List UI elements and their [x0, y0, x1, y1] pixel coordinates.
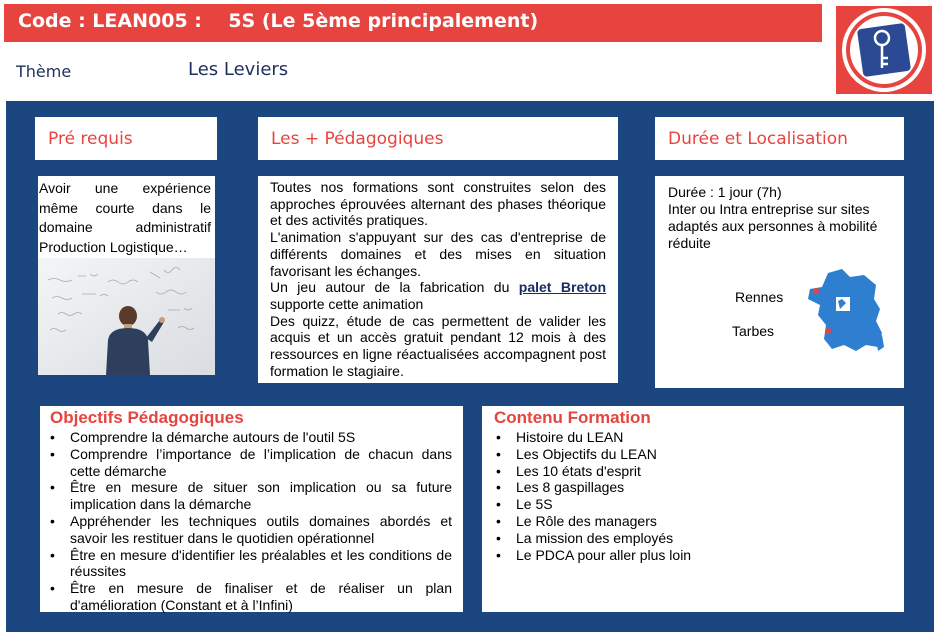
pedagogiques-text-segment: supporte cette animation: [270, 295, 424, 312]
list-item: • Le PDCA pour aller plus loin: [494, 547, 894, 564]
duree-title: Durée et Localisation: [668, 129, 848, 149]
pedagogiques-title: Les + Pédagogiques: [271, 129, 444, 149]
pedagogiques-paragraph: Toutes nos formations sont construites selon des approches éprouvées alternant des phases théorique et des activités pratiques.: [270, 179, 606, 229]
header-bar: [4, 4, 822, 42]
france-map-icon: [806, 265, 884, 355]
list-item: • La mission des employés: [494, 530, 894, 547]
list-item: • Les 8 gaspillages: [494, 479, 894, 496]
list-item: • Les 10 états d'esprit: [494, 463, 894, 480]
list-item: • Comprendre la démarche autours de l'outil 5S: [48, 429, 452, 446]
list-item: • Les Objectifs du LEAN: [494, 446, 894, 463]
pedagogiques-text-segment: Un jeu autour de la fabrication du: [270, 279, 519, 296]
whiteboard-person-image: [38, 258, 215, 375]
prerequis-text: Avoir une expérience même courte dans le domaine administratif Production Logistique…: [39, 180, 211, 255]
list-item: • Le 5S: [494, 496, 894, 513]
city-tarbes: Tarbes: [732, 323, 775, 339]
list-item: • Le Rôle des managers: [494, 513, 894, 530]
contenu-list: [494, 429, 894, 563]
pedagogiques-paragraph: [270, 279, 606, 312]
objectifs-title: Objectifs Pédagogiques: [50, 408, 244, 427]
list-item: • Histoire du LEAN: [494, 429, 894, 446]
pedagogiques-text: [270, 179, 606, 379]
contenu-title: Contenu Formation: [494, 408, 651, 427]
pedagogiques-paragraph: L'animation s'appuyant sur des cas d'entreprise de différents domaines et des mises en situation favorisant les échanges.: [270, 229, 606, 279]
list-item: • Appréhender les techniques outils domaines abordés et savoir les restituer dans le quotidien opérationnel: [48, 513, 452, 547]
theme-value: Les Leviers: [188, 59, 289, 80]
page-title: Code : LEAN005 : 5S (Le 5ème principalement): [18, 10, 539, 32]
list-item: • Comprendre l’importance de l’implication de chacun dans cette démarche: [48, 446, 452, 480]
list-item: • Être en mesure d'identifier les préalables et les conditions de réussites: [48, 547, 452, 581]
palet-breton-link[interactable]: palet Breton: [518, 279, 606, 296]
list-item: • Être en mesure de finaliser et de réaliser un plan d'amélioration (Constant et à l’Infini): [48, 580, 452, 614]
duree-text: [668, 184, 898, 252]
duration-text: Durée : 1 jour (7h): [668, 184, 782, 200]
key-icon: [832, 4, 936, 96]
city-rennes: Rennes: [735, 289, 784, 305]
pedagogiques-paragraph: Des quizz, étude de cas permettent de valider les acquis et un accès gratuit pendant 12 mois à des ressources en ligne réactualisées accompagnent post formation le stagiaire.: [270, 312, 606, 379]
theme-label: Thème: [16, 62, 72, 81]
list-item: • Être en mesure de situer son implication ou sa future implication dans la démarche: [48, 479, 452, 513]
objectifs-list: [48, 429, 452, 614]
prerequis-title: Pré requis: [48, 129, 133, 149]
mode-text: Inter ou Intra entreprise sur sites adaptés aux personnes à mobilité réduite: [668, 201, 878, 251]
